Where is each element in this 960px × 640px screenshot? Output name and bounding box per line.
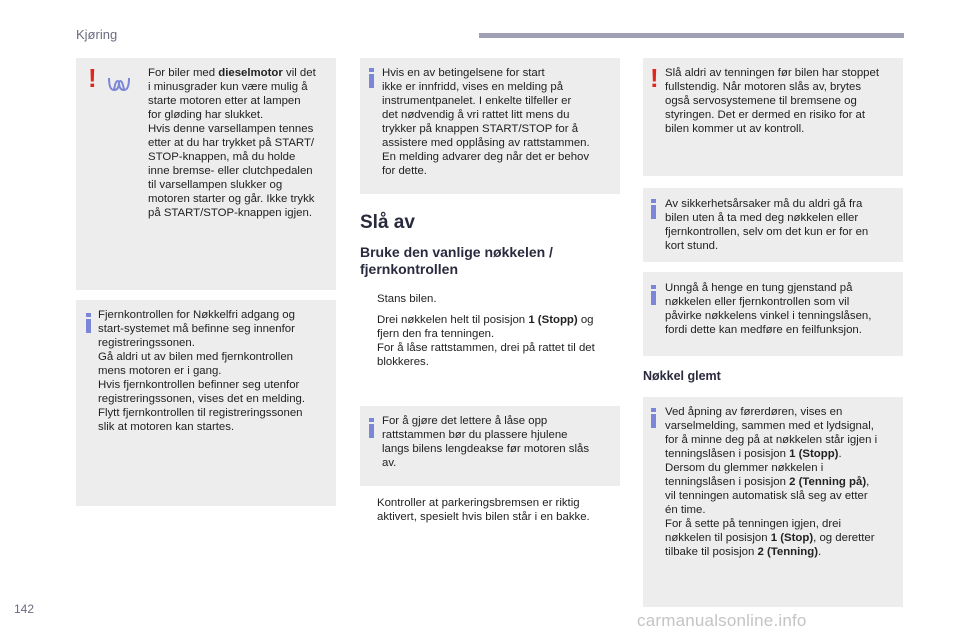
step-lock-steering: For å låse rattstammen, drei på rattet til det blokkeres. — [377, 342, 595, 368]
ignition-warning-text: Slå aldri av tenningen før bilen har stoppet fullstendig. Når motoren slås av, brytes også servosystemene til bremsene og styringen. Det er dermed en risiko for at bilen kommer ut av kontroll. — [665, 67, 880, 135]
section-heading: Slå av — [360, 212, 415, 233]
remote-info-text: Fjernkontrollen for Nøkkelfri adgang og start-systemet må befinne seg innenfor registreringssonen. Gå aldri ut av bilen med fjernkontrollen mens motoren er i gang. Hvis fjernkontrollen befinner seg utenfor registreringssonen, vises det en melding. Flytt fjernkontrollen til registreringssonen slik at motoren kan startes. — [98, 309, 306, 433]
wheel-alignment-text: For å gjøre det lettere å låse opp rattstammen bør du plassere hjulene langs bilens lengdeakse før motoren slås av. — [382, 415, 590, 469]
info-icon — [651, 408, 656, 428]
page-section-title: Kjøring — [76, 27, 118, 42]
info-icon — [651, 285, 656, 305]
step-stop-car: Stans bilen. — [377, 293, 437, 305]
key-safety-text: Av sikkerhetsårsaker må du aldri gå fra bilen uten å ta med deg nøkkelen eller fjernkontrollen, selv om det kun er for en kort stund. — [665, 198, 869, 252]
heavy-object-text: Unngå å henge en tung gjenstand på nøkkelen eller fjernkontrollen som vil påvirke nøkkelens vinkel i tenningslåsen, fordi dette kan medføre en feilfunksjon. — [665, 282, 872, 336]
info-icon — [369, 418, 374, 438]
forgotten-key-heading: Nøkkel glemt — [643, 369, 721, 383]
header-divider-bar — [479, 33, 904, 38]
forgotten-key-text: Ved åpning av førerdøren, vises en varselmelding, sammen med et lydsignal, for å minne deg på at nøkkelen står igjen i tenningslåsen i posisjon 1 (Stopp). Dersom du glemmer nøkkelen i tenningslåsen i posisjon 2 (Tenning på), vil tenningen automatisk slå seg av etter én time. For å sette på tenningen igjen, drei nøkkelen til posisjon 1 (Stop), og deretter tilbake til posisjon 2 (Tenning). — [665, 406, 878, 558]
info-icon — [369, 68, 374, 88]
warning-icon: ! — [88, 63, 97, 93]
info-icon — [651, 199, 656, 219]
step-turn-key: Drei nøkkelen helt til posisjon 1 (Stopp) og fjern den fra tenningen. — [377, 314, 594, 340]
warning-icon: ! — [650, 63, 659, 93]
watermark: carmanualsonline.info — [637, 611, 807, 630]
step-check-parking-brake: Kontroller at parkeringsbremsen er riktig aktivert, spesielt hvis bilen står i en bakke. — [377, 497, 590, 523]
start-condition-text: Hvis en av betingelsene for start ikke er innfridd, vises en melding på instrumentpanelet. I enkelte tilfeller er det nødvendig å vri rattet litt mens du trykker på knappen START/STOP for å assistere med opplåsing av rattstammen. En melding advarer deg når det er behov for dette. — [382, 67, 590, 177]
subsection-heading: Bruke den vanlige nøkkelen / fjernkontrollen — [360, 244, 553, 277]
info-icon — [86, 313, 91, 333]
glow-plug-icon — [106, 74, 136, 96]
diesel-warning-text: For biler med dieselmotor vil det i minusgrader kun være mulig å starte motoren etter at lampen for gløding har slukket. Hvis denne varsellampen tennes etter at du har trykket på START/ STOP-knappen, må du holde inne bremse- eller clutchpedalen til varsellampen slukker og motoren starter og går. Ikke trykk på START/STOP-knappen igjen. — [148, 67, 316, 219]
page-number: 142 — [14, 602, 35, 616]
